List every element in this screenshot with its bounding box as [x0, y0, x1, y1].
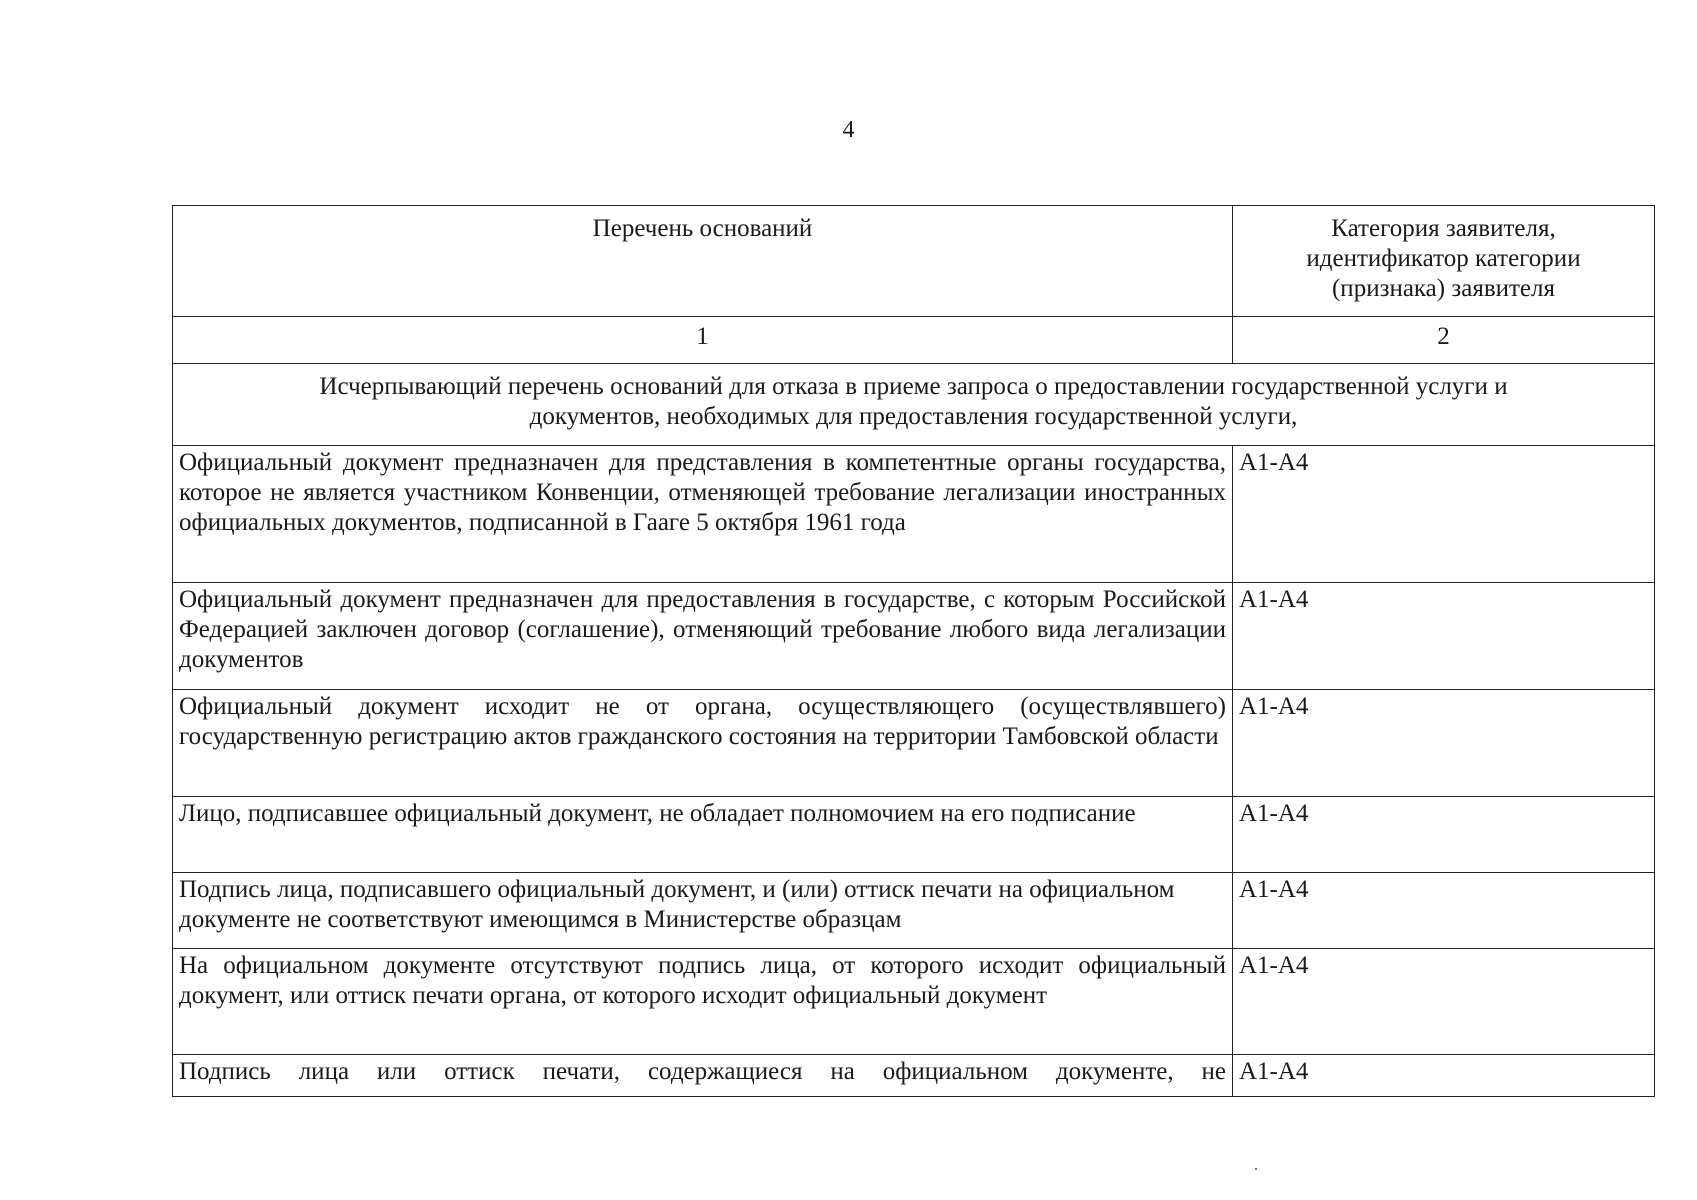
section-title-line: Исчерпывающий перечень оснований для отказа в приеме запроса о предоставлении государственной услуги и	[319, 373, 1508, 400]
category-cell: A1-A4	[1233, 873, 1655, 949]
category-cell: A1-A4	[1233, 690, 1655, 797]
table-header-row	[173, 206, 1655, 317]
page-number: 4	[842, 117, 855, 143]
category-cell: A1-A4	[1233, 797, 1655, 873]
table-row	[173, 446, 1655, 583]
header-category-line: (признака) заявителя	[1331, 275, 1556, 302]
reason-cell: Лицо, подписавшее официальный документ, не обладает полномочием на его подписание	[173, 797, 1233, 873]
column-number-row	[173, 317, 1655, 364]
header-applicant-category	[1233, 206, 1655, 317]
category-cell: A1-A4	[1233, 446, 1655, 583]
reason-cell: На официальном документе отсутствуют подпись лица, от которого исходит официальный документ, или оттиск печати органа, от которого исходит официальный документ	[173, 949, 1233, 1055]
table-row	[173, 873, 1655, 949]
reason-cell: Подпись лица или оттиск печати, содержащиеся на официальном документе, не	[173, 1055, 1233, 1097]
section-title	[173, 364, 1655, 446]
category-cell: A1-A4	[1233, 949, 1655, 1055]
table-row	[173, 949, 1655, 1055]
category-cell: A1-A4	[1233, 1055, 1655, 1097]
scan-speck	[1255, 1168, 1257, 1170]
table-row	[173, 690, 1655, 797]
header-grounds-list: Перечень оснований	[173, 206, 1233, 317]
column-number-1: 1	[173, 317, 1233, 364]
reason-cell: Официальный документ предназначен для представления в компетентные органы государства, которое не является участником Конвенции, отменяющей требование легализации иностранных официальных документов, подписанной в Гааге 5 октября 1961 года	[173, 446, 1233, 583]
header-category-line: Категория заявителя,	[1331, 215, 1556, 242]
reason-cell: Официальный документ исходит не от органа, осуществляющего (осуществлявшего) государственную регистрацию актов гражданского состояния на территории Тамбовской области	[173, 690, 1233, 797]
grounds-table	[172, 205, 1655, 1097]
reason-cell: Официальный документ предназначен для предоставления в государстве, с которым Российской Федерацией заключен договор (соглашение), отменяющий требование любого вида легализации документов	[173, 583, 1233, 690]
table-row	[173, 583, 1655, 690]
header-category-line: идентификатор категории	[1306, 245, 1581, 272]
category-cell: A1-A4	[1233, 583, 1655, 690]
section-title-line: документов, необходимых для предоставления государственной услуги,	[529, 403, 1298, 430]
section-title-row	[173, 364, 1655, 446]
reason-cell: Подпись лица, подписавшего официальный документ, и (или) оттиск печати на официальном документе не соответствуют имеющимся в Министерстве образцам	[173, 873, 1233, 949]
column-number-2: 2	[1233, 317, 1655, 364]
table-row	[173, 1055, 1655, 1097]
table-row	[173, 797, 1655, 873]
